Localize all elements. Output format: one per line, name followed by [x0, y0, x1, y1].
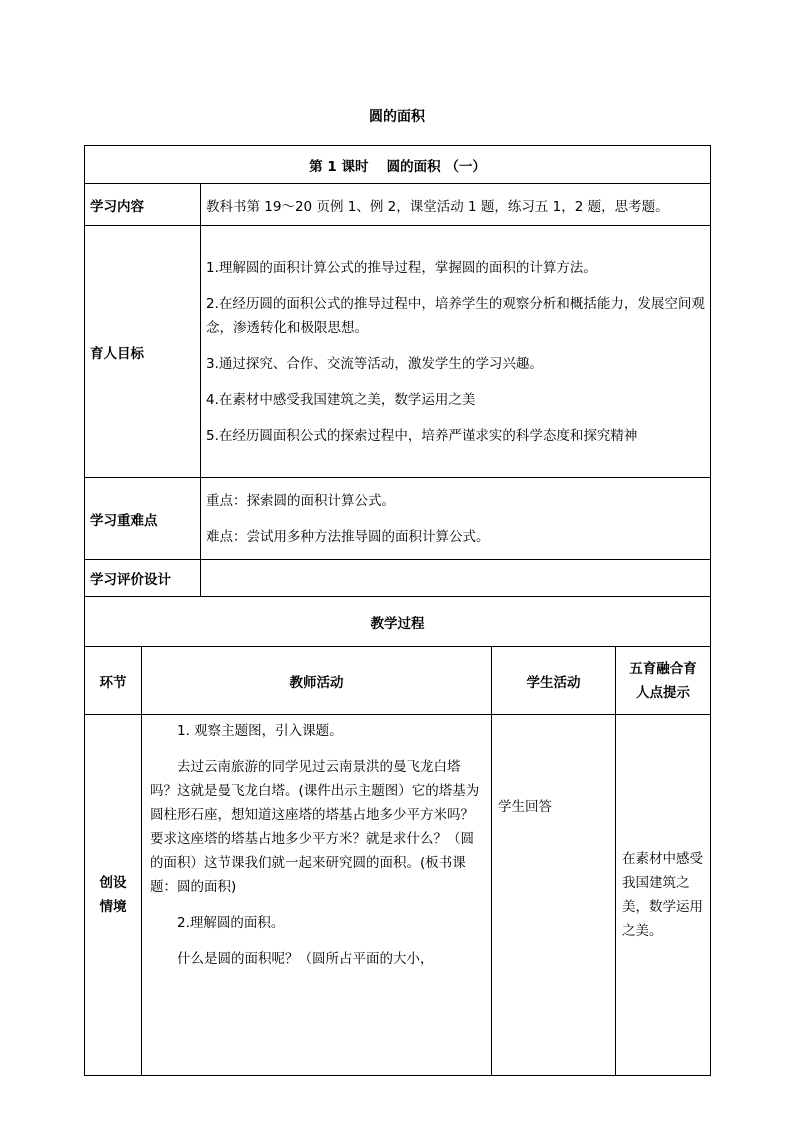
focus-text: 重点：探索圆的面积计算公式。 — [206, 492, 395, 509]
teacher-paragraph: 1. 观察主题图，引入课题。 — [177, 723, 343, 739]
goal-item: 3.通过探究、合作、交流等活动，激发学生的学习兴趣。 — [206, 355, 543, 372]
column-teacher: 教师活动 — [142, 647, 492, 715]
teacher-paragraph: 什么是圆的面积呢？（圆所占平面的大小， — [177, 951, 434, 967]
column-stage: 环节 — [85, 647, 142, 715]
evaluation-text — [201, 560, 711, 597]
goals-list — [201, 226, 711, 478]
column-tip: 五育融合育人点提示 — [616, 647, 711, 715]
document-title: 圆的面积 — [369, 109, 425, 125]
stage-row — [85, 715, 711, 1076]
goals-label: 育人目标 — [85, 226, 201, 478]
goal-item: 5.在经历圆面积公式的探索过程中，培养严谨求实的科学态度和探究精神 — [206, 427, 638, 444]
process-header-row — [85, 597, 711, 647]
evaluation-label: 学习评价设计 — [85, 560, 201, 597]
student-activity: 学生回答 — [492, 715, 616, 1076]
teacher-paragraph: 2.理解圆的面积。 — [177, 915, 285, 931]
goals-row — [85, 226, 711, 478]
difficulty-text: 难点：尝试用多种方法推导圆的面积计算公式。 — [206, 528, 490, 545]
stage-label: 创设情境 — [85, 715, 142, 1076]
key-points-text — [201, 478, 711, 560]
goal-item: 4.在素材中感受我国建筑之美，数学运用之美 — [206, 391, 476, 408]
content-row-learning — [85, 184, 711, 226]
lesson-plan-table — [84, 145, 711, 1076]
goal-item: 2.在经历圆的面积公式的推导过程中，培养学生的观察分析和概括能力，发展空间观念，渗透转化和极限思想。 — [206, 295, 705, 336]
lesson-header-row — [85, 146, 711, 184]
column-student: 学生活动 — [492, 647, 616, 715]
lesson-header: 第 1 课时 圆的面积 （一） — [85, 146, 711, 184]
key-points-label: 学习重难点 — [85, 478, 201, 560]
education-tip: 在素材中感受我国建筑之美，数学运用之美。 — [616, 715, 711, 1076]
evaluation-row — [85, 560, 711, 597]
process-header: 教学过程 — [85, 597, 711, 647]
process-columns-row — [85, 647, 711, 715]
key-points-row — [85, 478, 711, 560]
learning-content-label: 学习内容 — [85, 184, 201, 226]
learning-content-text: 教科书第 19～20 页例 1、例 2，课堂活动 1 题，练习五 1，2 题，思考题。 — [201, 184, 711, 226]
teacher-activity — [142, 715, 492, 1076]
teacher-paragraph: 去过云南旅游的同学见过云南景洪的曼飞龙白塔吗？这就是曼飞龙白塔。(课件出示主题图）它的塔基为圆柱形石座，想知道这座塔的塔基占地多少平方米吗？要求这座塔的塔基占地多少平方米？就是求什么？（圆的面积）这节课我们就一起来研究圆的面积。(板书课题：圆的面积) — [150, 759, 480, 895]
goal-item: 1.理解圆的面积计算公式的推导过程，掌握圆的面积的计算方法。 — [206, 259, 597, 276]
